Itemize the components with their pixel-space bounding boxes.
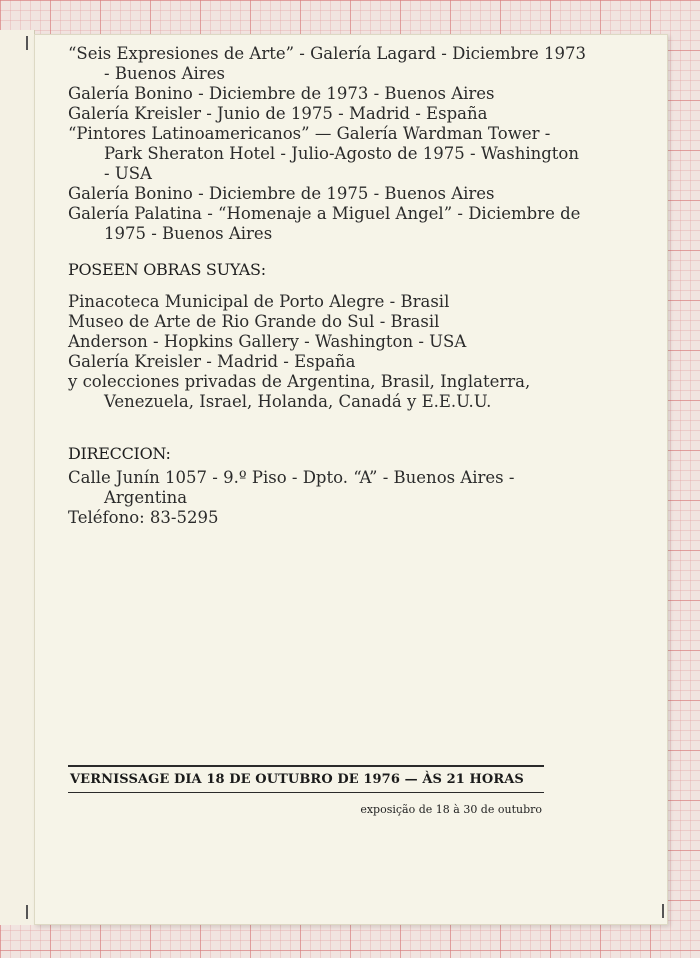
exhibition-entry: “Pintores Latinoamericanos” — Galería Wardman Tower - Park Sheraton Hotel - Julio-Agosto de 1975 - Washington - USA — [68, 124, 579, 183]
collections-heading: POSEEN OBRAS SUYAS: — [68, 260, 266, 279]
collections-list — [68, 292, 588, 412]
page-crease-mark — [26, 905, 28, 919]
collection-entry: Pinacoteca Municipal de Porto Alegre - Brasil — [68, 292, 450, 311]
address-phone: Teléfono: 83-5295 — [68, 508, 219, 527]
footer — [68, 765, 544, 816]
exhibition-entry: Galería Bonino - Diciembre de 1973 - Buenos Aires — [68, 84, 495, 103]
collection-entry: Anderson - Hopkins Gallery - Washington - USA — [68, 332, 467, 351]
exhibition-list — [68, 44, 588, 244]
exhibition-dates: exposição de 18 à 30 de outubro — [360, 803, 542, 816]
address-heading: DIRECCION: — [68, 444, 171, 463]
collection-entry: y colecciones privadas de Argentina, Brasil, Inglaterra, Venezuela, Israel, Holanda, Canadá y E.E.U.U. — [68, 372, 531, 411]
exhibition-entry: Galería Bonino - Diciembre de 1975 - Buenos Aires — [68, 184, 495, 203]
page-crease-mark — [26, 36, 28, 50]
collection-entry: Museo de Arte de Rio Grande do Sul - Brasil — [68, 312, 440, 331]
collection-entry: Galería Kreisler - Madrid - España — [68, 352, 356, 371]
exhibition-entry: “Seis Expresiones de Arte” - Galería Lagard - Diciembre 1973 - Buenos Aires — [68, 44, 587, 83]
exhibition-entry: Galería Kreisler - Junio de 1975 - Madrid - España — [68, 104, 488, 123]
exhibition-entry: Galería Palatina - “Homenaje a Miguel Angel” - Diciembre de 1975 - Buenos Aires — [68, 204, 581, 243]
divider-bottom — [68, 792, 544, 794]
adjacent-page-edge — [0, 30, 35, 925]
address-street: Calle Junín 1057 - 9.º Piso - Dpto. “A” - Buenos Aires - Argentina — [68, 468, 515, 507]
page-crease-mark — [662, 904, 664, 918]
page-content — [68, 44, 588, 528]
vernissage-line: VERNISSAGE DIA 18 DE OUTUBRO DE 1976 — ÀS 21 HORAS — [70, 771, 524, 787]
